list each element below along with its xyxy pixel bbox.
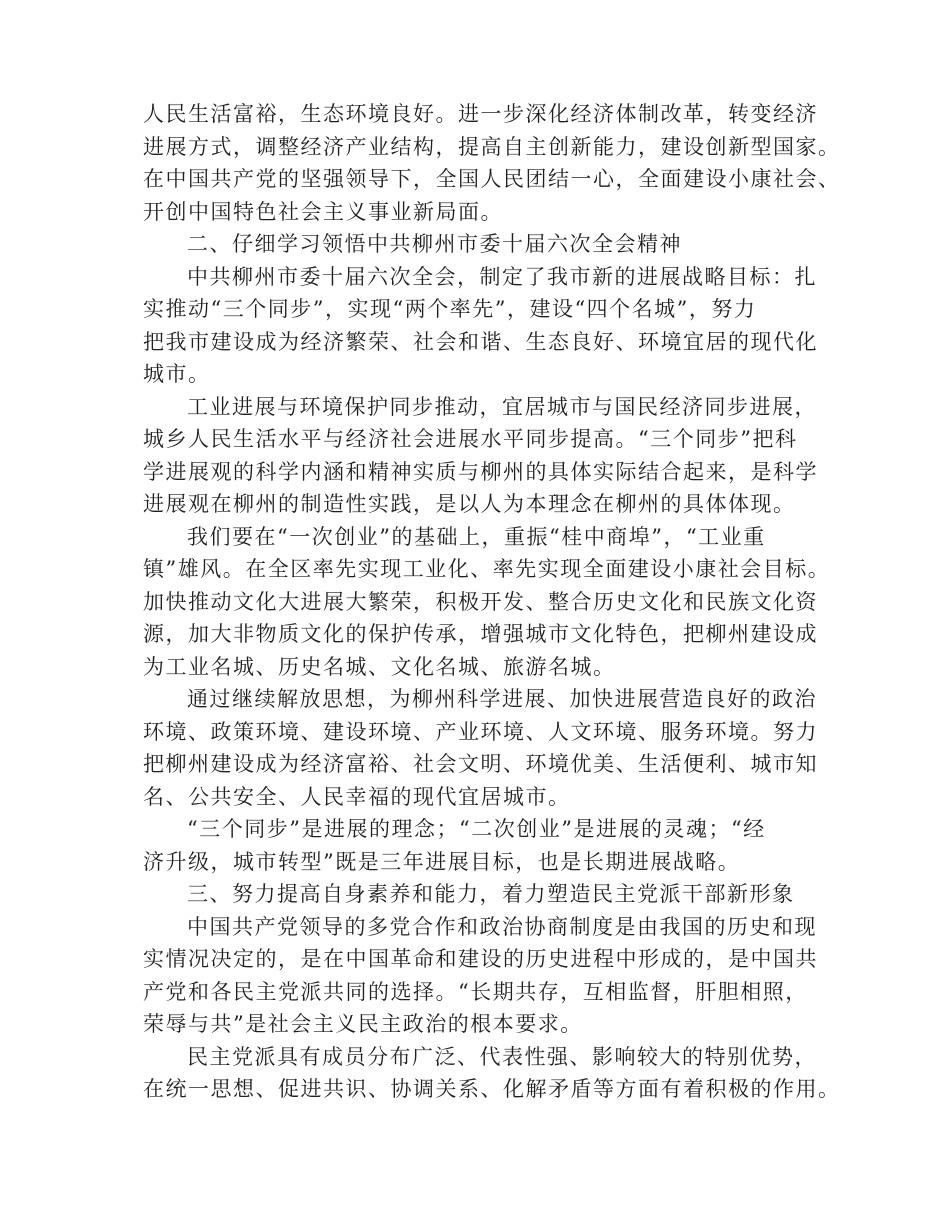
text-line: 济升级，城市转型”既是三年进展目标，也是长期进展战略。 <box>143 849 741 874</box>
text-line: 加快推动文化大进展大繁荣，积极开发、整合历史文化和民族文化资 <box>143 589 818 614</box>
text-line: 环境、政策环境、建设环境、产业环境、人文环境、服务环境。努力 <box>143 719 818 744</box>
text-line: 学进展观的科学内涵和精神实质与柳州的具体实际结合起来，是科学 <box>143 459 818 484</box>
text-line: 人民生活富裕，生态环境良好。进一步深化经济体制改革，转变经济 <box>143 102 818 126</box>
text-line: 工业进展与环境保护同步推动，宜居城市与国民经济同步进展， <box>187 394 817 419</box>
text-line: 镇”雄风。在全区率先实现工业化、率先实现全面建设小康社会目标。 <box>143 557 831 581</box>
text-line: 把柳州建设成为经济富裕、社会文明、环境优美、生活便利、城市知 <box>143 752 818 776</box>
text-line: 把我市建设成为经济繁荣、社会和谐、生态良好、环境宜居的现代化 <box>143 329 818 354</box>
text-line: 开创中国特色社会主义事业新局面。 <box>143 199 503 224</box>
text-line: 实推动“三个同步”，实现“两个率先”，建设“四个名城”，努力 <box>143 297 757 321</box>
text-line: 名、公共安全、人民幸福的现代宜居城市。 <box>143 784 571 809</box>
text-line: 在中国共产党的坚强领导下，全国人民团结一心，全面建设小康社会、 <box>143 167 841 191</box>
text-line: 我们要在“一次创业”的基础上，重振“桂中商埠”，“工业重 <box>187 524 766 549</box>
text-line: 荣辱与共”是社会主义民主政治的根本要求。 <box>143 1012 583 1036</box>
text-line: 在统一思想、促进共识、协调关系、化解矛盾等方面有着积极的作用。 <box>143 1077 841 1101</box>
document-body <box>143 98 841 1106</box>
text-line: 三、努力提高自身素养和能力，着力塑造民主党派干部新形象 <box>187 882 795 906</box>
text-line: 实情况决定的，是在中国革命和建设的历史进程中形成的，是中国共 <box>143 947 818 971</box>
text-line: 为工业名城、历史名城、文化名城、旅游名城。 <box>143 654 616 679</box>
text-line: 民主党派具有成员分布广泛、代表性强、影响较大的特别优势， <box>187 1044 817 1069</box>
text-line: 源，加大非物质文化的保护传承，增强城市文化特色，把柳州建设成 <box>143 622 818 646</box>
text-line: 进展方式，调整经济产业结构，提高自主创新能力，建设创新型国家。 <box>143 134 841 159</box>
text-line: 中国共产党领导的多党合作和政治协商制度是由我国的历史和现 <box>187 914 817 939</box>
text-line: 通过继续解放思想，为柳州科学进展、加快进展营造良好的政治 <box>187 687 817 711</box>
text-line: 进展观在柳州的制造性实践，是以人为本理念在柳州的具体体现。 <box>143 492 796 516</box>
text-line: 城市。 <box>143 362 211 386</box>
text-line: 城乡人民生活水平与经济社会进展水平同步提高。“三个同步”把科 <box>143 427 798 451</box>
text-line: 中共柳州市委十届六次全会，制定了我市新的进展战略目标：扎 <box>187 264 817 289</box>
text-line: “三个同步”是进展的理念；“二次创业”是进展的灵魂；“经 <box>187 817 766 841</box>
text-line: 产党和各民主党派共同的选择。“长期共存，互相监督，肝胆相照， <box>143 979 808 1004</box>
text-line: 二、仔细学习领悟中共柳州市委十届六次全会精神 <box>187 232 682 256</box>
